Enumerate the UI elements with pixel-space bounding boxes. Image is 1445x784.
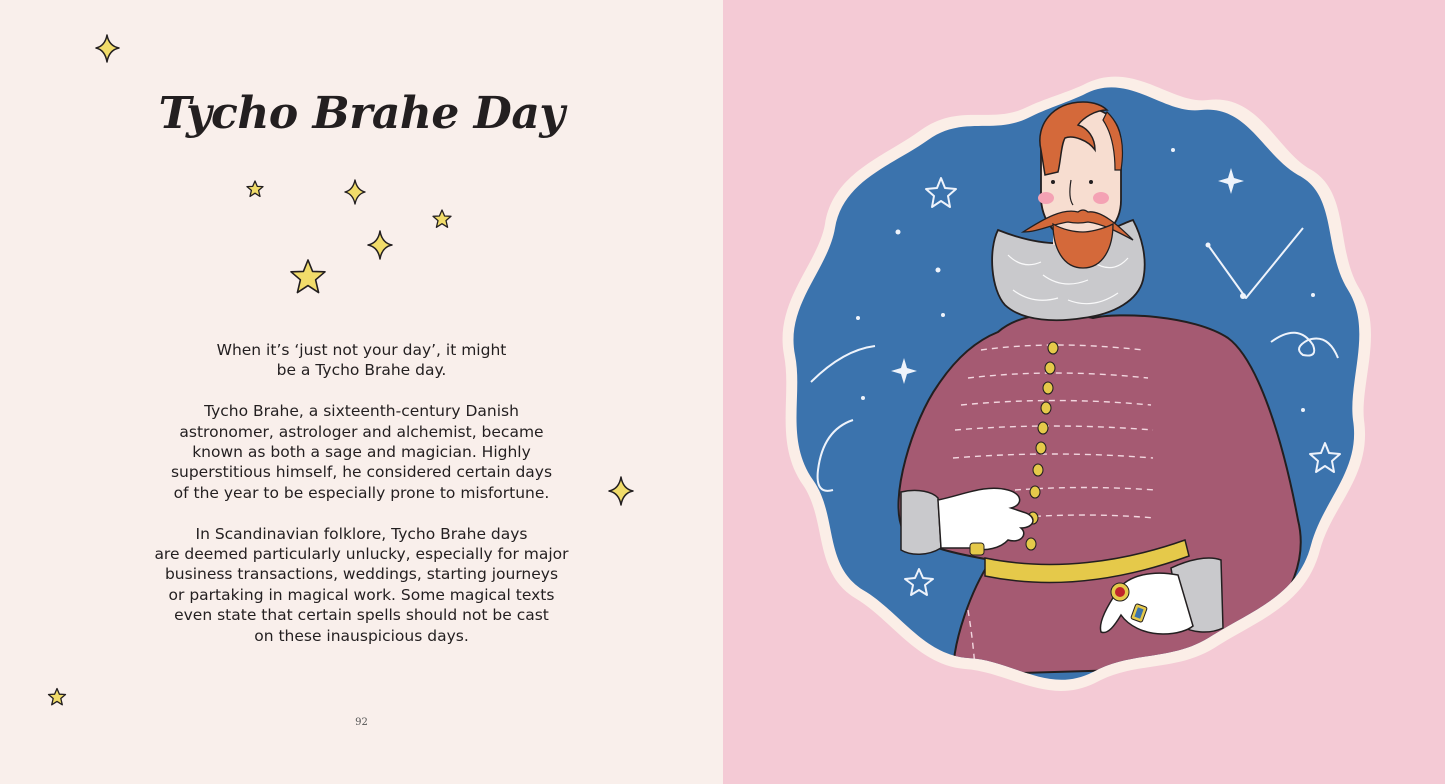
star-icon xyxy=(46,686,68,708)
text-line: When it’s ‘just not your day’, it might xyxy=(216,341,507,359)
portrait-illustration xyxy=(723,0,1445,784)
text-line: business transactions, weddings, starting journeys xyxy=(164,565,559,584)
paragraph-1 xyxy=(140,340,583,381)
body-text xyxy=(140,340,583,666)
text-line: known as both a sage and magician. Highly xyxy=(192,443,531,462)
page-title: Tycho Brahe Day xyxy=(158,88,565,139)
star-icon xyxy=(430,207,454,231)
star-icon xyxy=(245,179,265,199)
sparkle-icon xyxy=(93,33,121,63)
sparkle-icon xyxy=(342,178,368,206)
text-line: are deemed particularly unlucky, especially for major xyxy=(154,545,569,564)
text-line: even state that certain spells should not be cast xyxy=(174,606,549,625)
sparkle-icon xyxy=(365,229,395,261)
paragraph-3 xyxy=(140,524,583,646)
text-line: In Scandinavian folklore, Tycho Brahe days xyxy=(195,524,528,543)
text-line: on these inauspicious days. xyxy=(254,626,469,645)
text-line: Tycho Brahe, a sixteenth-century Danish xyxy=(204,402,519,421)
text-line: astronomer, astrologer and alchemist, became xyxy=(179,422,544,441)
text-line: of the year to be especially prone to misfortune. xyxy=(173,483,550,502)
star-icon xyxy=(287,257,329,297)
text-line: or partaking in magical work. Some magical texts xyxy=(168,585,555,604)
paragraph-2 xyxy=(140,401,583,503)
right-page xyxy=(723,0,1445,784)
page-number: 92 xyxy=(355,717,368,728)
text-line: be a Tycho Brahe day. xyxy=(276,361,447,380)
text-line: superstitious himself, he considered certain days xyxy=(170,463,553,482)
sparkle-icon xyxy=(606,475,636,507)
